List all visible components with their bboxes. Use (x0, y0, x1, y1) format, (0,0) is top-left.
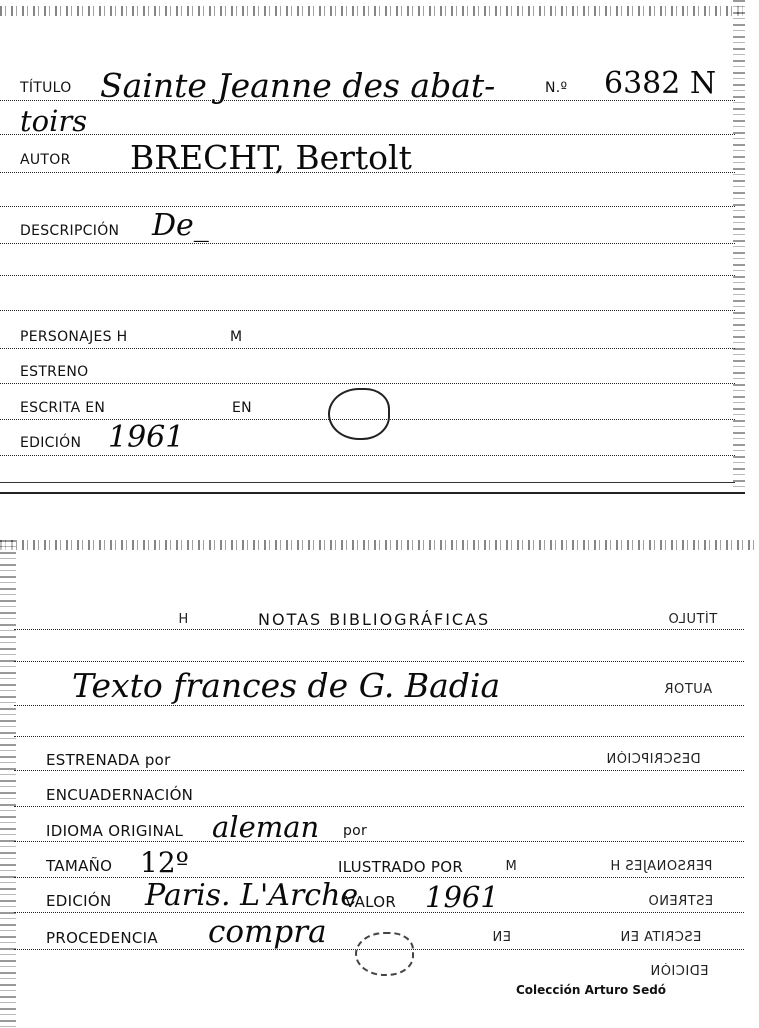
ruled-line (0, 348, 735, 349)
titulo-label: TÍTULO (20, 80, 72, 96)
edicion-value: Paris. L'Arche (145, 878, 359, 913)
numero-value: 6382 N (604, 66, 717, 101)
tamano-label: TAMAÑO (46, 857, 113, 875)
edicion-label: EDICIÓN (20, 435, 82, 451)
card-edge-texture (0, 540, 16, 1028)
valor-label: VALOR (345, 893, 397, 911)
ilustrado-label: ILUSTRADO POR (338, 858, 464, 876)
autor-label: AUTOR (20, 152, 71, 168)
tamano-value: 12º (140, 846, 189, 879)
ruled-line (14, 705, 744, 706)
ruled-line (14, 661, 744, 662)
titulo-value-continued: toirs (20, 104, 88, 138)
ruled-line (14, 949, 744, 950)
ruled-line (0, 275, 735, 276)
edicion-label: EDICIÓN (46, 892, 112, 910)
showthrough-autor: AUTOR (664, 682, 713, 697)
ruled-line (14, 877, 744, 878)
showthrough-h: H (178, 612, 189, 627)
ruled-line (0, 100, 735, 101)
ruled-line (0, 172, 735, 173)
estrenada-label: ESTRENADA por (46, 751, 171, 769)
showthrough-titulo: TÍTULO (668, 612, 718, 627)
card-edge-texture (0, 6, 745, 16)
ruled-line (0, 455, 735, 456)
titulo-value: Sainte Jeanne des abat- (100, 66, 496, 105)
en-label: EN (232, 400, 252, 416)
showthrough-en: EN (492, 930, 511, 945)
ruled-line (0, 310, 735, 311)
personajes-label: PERSONAJES H (20, 329, 128, 345)
idioma-value: aleman (212, 810, 320, 844)
por-label: por (343, 823, 368, 839)
stamp-mark (328, 388, 390, 440)
ruled-line (0, 206, 735, 207)
procedencia-label: PROCEDENCIA (46, 929, 158, 947)
notas-value: Texto frances de G. Badia (72, 666, 501, 705)
card-bottom-line (0, 482, 735, 483)
ruled-line (14, 770, 744, 771)
idioma-label: IDIOMA ORIGINAL (46, 822, 184, 840)
ruled-line (0, 243, 735, 244)
edicion-value: 1961 (108, 420, 185, 455)
showthrough-edicion: EDICIÓN (650, 964, 709, 979)
ruled-line (14, 806, 744, 807)
mujeres-label: M (230, 329, 243, 345)
stamp-mark (355, 932, 414, 976)
catalog-card-front (0, 0, 745, 494)
ruled-line (14, 841, 744, 842)
showthrough-m: M (505, 859, 517, 874)
catalog-card-back (0, 540, 759, 1028)
numero-label: N.º (545, 80, 568, 96)
showthrough-descripcion: DESCRIPCIÓN (606, 752, 701, 767)
procedencia-value: compra (208, 914, 327, 950)
encuadernacion-label: ENCUADERNACIÓN (46, 786, 194, 804)
estreno-label: ESTRENO (20, 364, 89, 380)
descripcion-value: De_ (152, 208, 209, 243)
descripcion-label: DESCRIPCIÓN (20, 223, 120, 239)
valor-value: 1961 (425, 880, 499, 914)
notas-label: NOTAS BIBLIOGRÁFICAS (258, 610, 491, 629)
showthrough-estreno: ESTRENO (648, 894, 714, 909)
showthrough-personajes: PERSONAJES H (610, 859, 713, 874)
ruled-line (0, 134, 735, 135)
collection-footer: Colección Arturo Sedó (516, 983, 667, 997)
showthrough-escrita: ESCRITA EN (620, 930, 702, 945)
ruled-line (14, 736, 744, 737)
ruled-line (14, 629, 744, 630)
escrita-en-label: ESCRITA EN (20, 400, 106, 416)
card-edge-texture (0, 540, 759, 550)
ruled-line (14, 912, 744, 913)
autor-value: BRECHT, Bertolt (130, 138, 412, 177)
ruled-line (0, 383, 735, 384)
